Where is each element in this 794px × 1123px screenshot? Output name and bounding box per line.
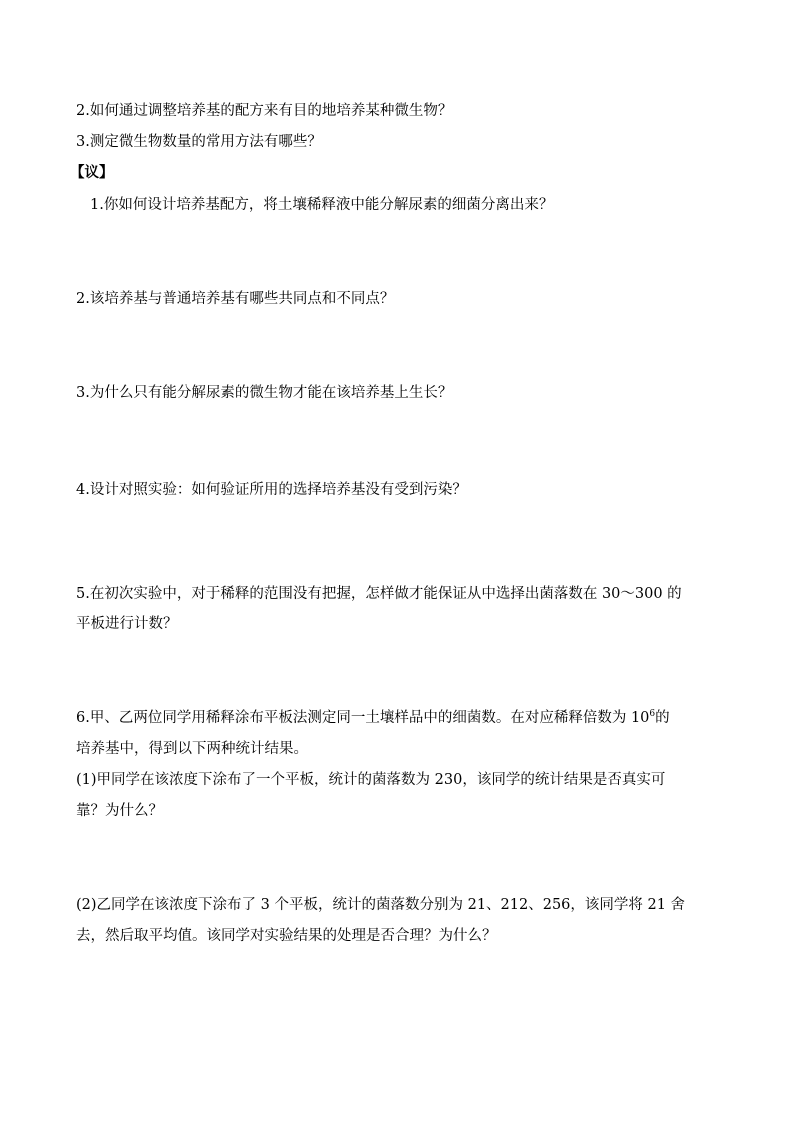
- q6-part-1-line-1: (1)甲同学在该浓度下涂布了一个平板，统计的菌落数为 230，该同学的统计结果是否真实可: [76, 772, 666, 788]
- section-heading-discuss: 【议】: [70, 164, 114, 181]
- q6-text-after-exponent: 的: [655, 710, 670, 726]
- discuss-question-6-line-2: 培养基中，得到以下两种统计结果。: [76, 741, 308, 757]
- question-3: 3.测定微生物数量的常用方法有哪些？: [76, 134, 322, 150]
- q6-part-2-line-1: (2)乙同学在该浓度下涂布了 3 个平板，统计的菌落数分别为 21、212、256，该同学将 21 舍: [76, 897, 686, 913]
- discuss-question-1: 1.你如何设计培养基配方，将土壤稀释液中能分解尿素的细菌分离出来？: [90, 197, 554, 213]
- q6-part-1-line-2: 靠？为什么？: [76, 803, 163, 819]
- q6-part-2-line-2: 去，然后取平均值。该同学对实验结果的处理是否合理？为什么？: [76, 928, 497, 944]
- discuss-question-3: 3.为什么只有能分解尿素的微生物才能在该培养基上生长？: [76, 385, 453, 401]
- question-2: 2.如何通过调整培养基的配方来有目的地培养某种微生物？: [76, 103, 453, 119]
- discuss-question-4: 4.设计对照实验：如何验证所用的选择培养基没有受到污染？: [76, 482, 467, 498]
- discuss-question-5-line-1: 5.在初次实验中，对于稀释的范围没有把握，怎样做才能保证从中选择出菌落数在 30～300 的: [76, 586, 682, 602]
- discuss-question-6-line-1: [76, 708, 670, 728]
- discuss-question-5-line-2: 平板进行计数？: [76, 616, 178, 632]
- q6-exponent: 6: [649, 709, 656, 719]
- q6-text-before-exponent: 6.甲、乙两位同学用稀释涂布平板法测定同一土壤样品中的细菌数。在对应稀释倍数为 10: [76, 710, 650, 726]
- discuss-question-2: 2.该培养基与普通培养基有哪些共同点和不同点？: [76, 291, 395, 307]
